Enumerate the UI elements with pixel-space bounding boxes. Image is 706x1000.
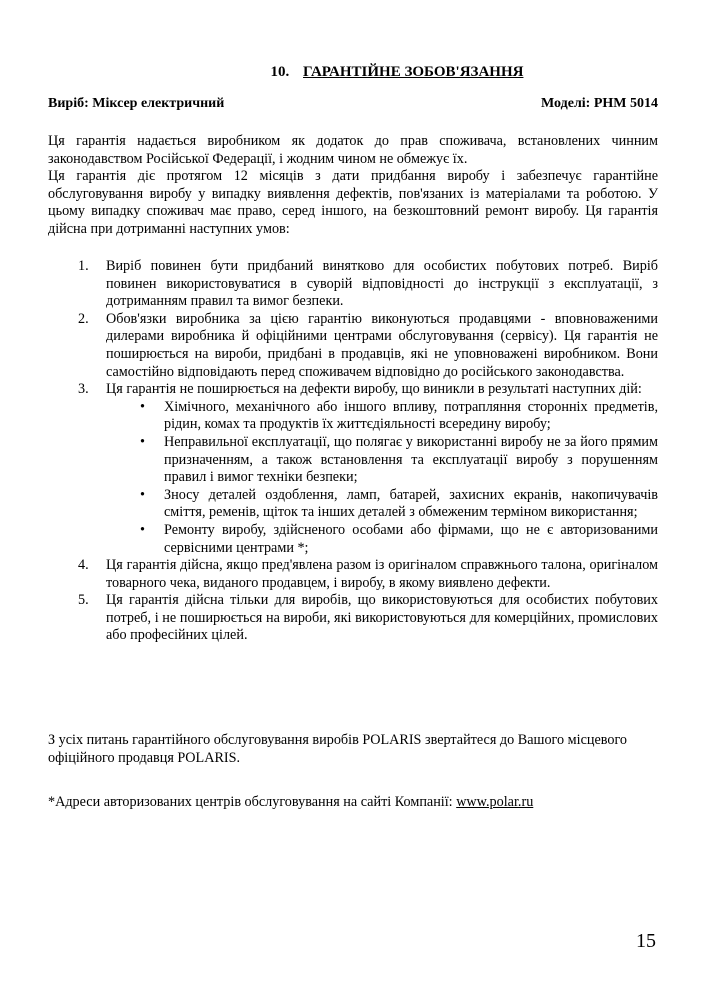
section-title: ГАРАНТІЙНЕ ЗОБОВ'ЯЗАННЯ (303, 64, 524, 80)
condition-item (48, 258, 658, 311)
exclusion-text: Хімічного, механічного або іншого впливу, потрапляння сторонніх предметів, рідин, комах та продуктів їх життєдіяльності всередину виробу; (164, 398, 658, 433)
section-heading (0, 64, 706, 81)
condition-item (48, 557, 658, 592)
condition-number: 2. (78, 310, 89, 327)
bullet-icon: • (140, 521, 145, 538)
condition-number: 5. (78, 592, 89, 609)
condition-text: Виріб повинен бути придбаний винятково для особистих побутових потреб. Виріб повинен використовуватися в суворій відповідності до інструкції з експлуатації, з дотриманням правил та вимог безпеки. (106, 258, 658, 310)
exclusions-list (106, 399, 658, 557)
closing-paragraph: З усіх питань гарантійного обслуговування виробів POLARIS звертайтеся до Вашого місцевого офіційного продавця POLARIS. (48, 732, 628, 766)
bullet-icon: • (140, 398, 145, 415)
intro-paragraph: Ця гарантія діє протягом 12 місяців з дати придбання виробу і забезпечує гарантійне обслуговування виробу у випадку виявлення дефектів, пов'язаних із матеріалами та роботою. У цьому випадку споживач має право, серед іншого, на безкоштовний ремонт виробу. Ця гарантія дійсна при дотриманні наступних умов: (48, 168, 658, 237)
exclusion-item (106, 434, 658, 487)
condition-item (48, 592, 658, 645)
exclusion-item (106, 487, 658, 522)
footnote-text: *Адреси авторизованих центрів обслуговування на сайті Компанії: (48, 794, 457, 810)
product-info-row (48, 96, 658, 112)
bullet-icon: • (140, 433, 145, 450)
conditions-list (48, 258, 658, 645)
intro-paragraph: Ця гарантія надається виробником як додаток до прав споживача, встановлених чинним законодавством Російської Федерації, і жодним чином не обмежує їх. (48, 133, 658, 167)
condition-number: 3. (78, 381, 89, 398)
website-link[interactable]: www.polar.ru (456, 794, 534, 810)
exclusion-text: Ремонту виробу, здійсненого особами або фірмами, що не є авторизованими сервісними центрами *; (164, 521, 658, 556)
page-number: 15 (636, 930, 656, 952)
section-number: 10. (270, 64, 290, 80)
exclusion-text: Неправильної експлуатації, що полягає у використанні виробу не за його прямим призначенням, а також встановлення та експлуатації виробу з порушенням правил і вимог техніки безпеки; (164, 433, 658, 486)
intro-text (48, 133, 658, 239)
product-model: Моделі: PHM 5014 (541, 96, 658, 111)
condition-text: Ця гарантія дійсна, якщо пред'явлена разом із оригіналом справжнього талона, оригіналом товарного чека, виданого продавцем, і виробу, в якому виявлено дефекти. (106, 557, 658, 591)
condition-text: Обов'язки виробника за цією гарантію виконуються продавцями - вповноваженими дилерами виробника й офіційними центрами обслуговування (сервісу). Ця гарантія не поширюється на вироби, придбані в продавців, які не уповноважені виробником. Вони самостійно відповідають перед споживачем відповідно до російського законодавства. (106, 310, 658, 380)
condition-number: 1. (78, 258, 89, 274)
exclusion-item (106, 522, 658, 557)
bullet-icon: • (140, 486, 145, 503)
product-name: Виріб: Міксер електричний (48, 96, 225, 111)
condition-text: Ця гарантія дійсна тільки для виробів, що використовуються для особистих побутових потреб, і не поширюється на вироби, які використовуються для комерційних, промислових або професійних цілей. (106, 592, 658, 644)
exclusion-item (106, 399, 658, 434)
condition-item (48, 311, 658, 381)
exclusion-text: Зносу деталей оздоблення, ламп, батарей, захисних екранів, накопичувачів сміття, ременів, щіток та інших деталей з обмеженим терміном використання; (164, 486, 658, 521)
footnote (48, 794, 658, 812)
condition-number: 4. (78, 557, 89, 574)
condition-text: Ця гарантія не поширюється на дефекти виробу, що виникли в результаті наступних дій: (106, 381, 642, 398)
condition-item (48, 381, 658, 557)
